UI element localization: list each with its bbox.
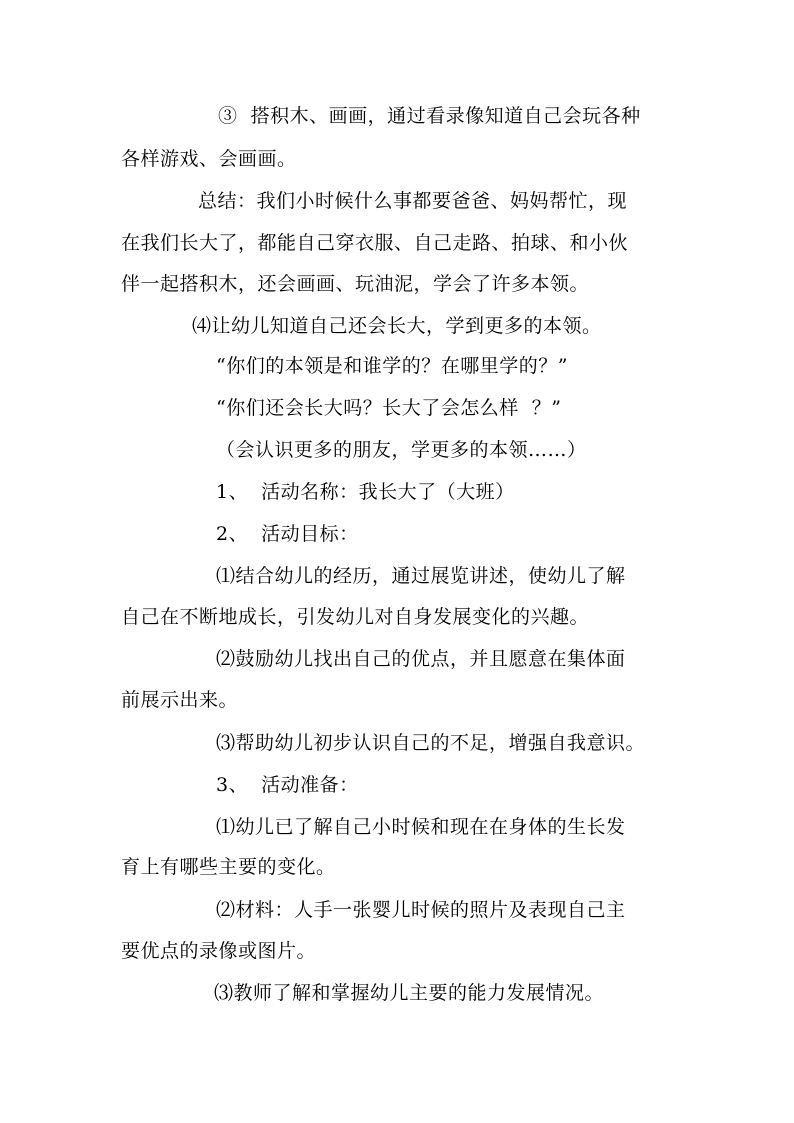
text-line: 总结：我们小时候什么事都要爸爸、妈妈帮忙，现 (198, 190, 628, 212)
text-line: ③ 搭积木、画画，通过看录像知道自己会玩各种 (218, 105, 641, 127)
text-line: 在我们长大了，都能自己穿衣服、自己走路、拍球、和小伙 (121, 232, 629, 254)
text-line: ⑴结合幼儿的经历，通过展览讲述，使幼儿了解 (216, 565, 626, 587)
text-line: ⑵材料：人手一张婴儿时候的照片及表现自己主 (216, 899, 626, 921)
text-line: “你们还会长大吗？长大了会怎么样 ？” (216, 397, 562, 419)
text-line: 3、 活动准备： (216, 774, 359, 796)
text-line: ⑷让幼儿知道自己还会长大，学到更多的本领。 (192, 315, 602, 337)
text-line: 要优点的录像或图片。 (121, 940, 317, 962)
text-line: 伴一起搭积木，还会画画、玩油泥，学会了许多本领。 (121, 273, 590, 295)
text-line: “你们的本领是和谁学的？在哪里学的？” (216, 355, 568, 377)
text-line: （会认识更多的朋友，学更多的本领……） (216, 439, 587, 461)
text-line: ⑵鼓励幼儿找出自己的优点，并且愿意在集体面 (216, 648, 626, 670)
text-line: 前展示出来。 (121, 689, 239, 711)
text-line: ⑶帮助幼儿初步认识自己的不足，增强自我意识。 (216, 732, 646, 754)
text-line: 1、 活动名称：我长大了（大班） (216, 481, 515, 503)
text-line: ⑴幼儿已了解自己小时候和现在在身体的生长发 (216, 816, 626, 838)
text-line: 自己在不断地成长，引发幼儿对自身发展变化的兴趣。 (121, 606, 590, 628)
text-line: ⑶教师了解和掌握幼儿主要的能力发展情况。 (214, 982, 605, 1004)
text-line: 各样游戏、会画画。 (121, 148, 297, 170)
text-line: 育上有哪些主要的变化。 (121, 856, 336, 878)
text-line: 2、 活动目标： (216, 523, 359, 545)
